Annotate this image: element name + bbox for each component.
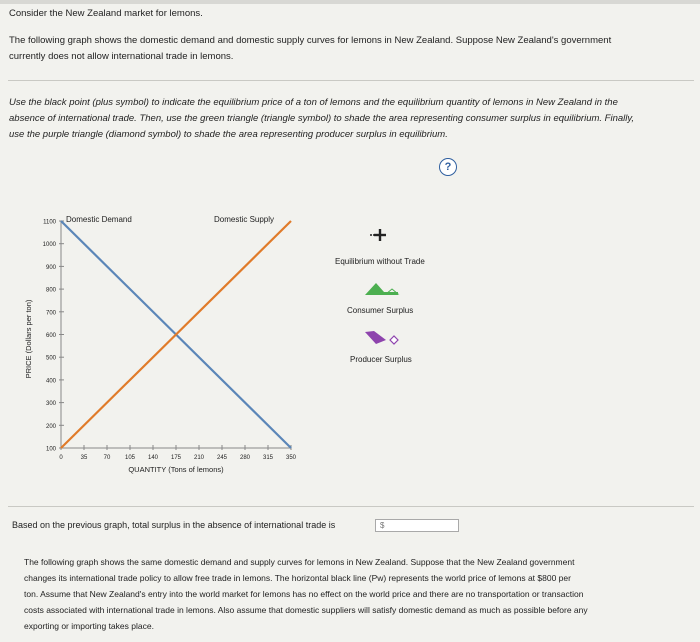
equilibrium-plus-tool[interactable] bbox=[368, 225, 390, 245]
supply-demand-chart[interactable] bbox=[0, 200, 310, 490]
x-tick-label: 350 bbox=[285, 455, 297, 461]
x-tick-label: 315 bbox=[262, 455, 274, 461]
total-surplus-question: Based on the previous graph, total surplus in the absence of international trade is bbox=[12, 520, 336, 530]
x-tick-label: 245 bbox=[216, 455, 228, 461]
y-tick-label: 400 bbox=[45, 378, 56, 385]
y-tick-label: 600 bbox=[45, 333, 56, 339]
intro-paragraph-line-2: currently does not allow international trade in lemons. bbox=[9, 51, 234, 62]
instructions-line-3: use the purple triangle (diamond symbol) to shade the area representing producer surplus in equilibrium. bbox=[9, 129, 448, 140]
next-paragraph-line-1: The following graph shows the same domestic demand and supply curves for lemons in New Zealand. Suppose that the New Zealand government bbox=[24, 557, 575, 567]
x-tick-label: 175 bbox=[170, 455, 182, 461]
y-tick-label: 200 bbox=[45, 423, 56, 430]
y-tick-label: 1000 bbox=[42, 242, 56, 249]
x-tick-label: 140 bbox=[147, 455, 159, 461]
instructions-line-1: Use the black point (plus symbol) to indicate the equilibrium price of a ton of lemons and the equilibrium quantity of lemons in New Zealand in the bbox=[9, 97, 618, 108]
next-paragraph-line-4: costs associated with international trade in lemons. Also assume that domestic suppliers will satisfy domestic demand as much as possible before any bbox=[24, 605, 588, 615]
y-tick-label: 500 bbox=[45, 355, 56, 362]
help-icon[interactable]: ? bbox=[439, 158, 457, 176]
x-tick-label: 280 bbox=[239, 455, 251, 461]
x-tick-label: 35 bbox=[80, 455, 88, 461]
y-tick-label: 300 bbox=[45, 401, 56, 408]
y-tick-label: 800 bbox=[45, 287, 56, 294]
x-tick-label: 105 bbox=[124, 455, 136, 461]
plus-icon bbox=[368, 225, 390, 245]
section-divider bbox=[8, 80, 694, 81]
intro-heading: Consider the New Zealand market for lemons. bbox=[9, 8, 203, 19]
x-axis-label: QUANTITY (Tons of lemons) bbox=[128, 465, 224, 474]
intro-paragraph-line-1: The following graph shows the domestic demand and domestic supply curves for lemons in New Zealand. Suppose New Zealand's government bbox=[9, 35, 612, 46]
consumer-surplus-triangle-tool[interactable] bbox=[362, 280, 402, 298]
x-tick-label: 0 bbox=[59, 455, 63, 461]
y-axis-label: PRICE (Dollars per ton) bbox=[24, 299, 33, 379]
demand-label: Domestic Demand bbox=[66, 215, 132, 224]
next-paragraph-line-3: ton. Assume that New Zealand's entry into the world market for lemons has no effect on the world price and there are no transportation or transaction bbox=[24, 589, 584, 599]
y-tick-label: 900 bbox=[45, 264, 56, 271]
y-tick-label: 1100 bbox=[43, 219, 56, 226]
question-divider bbox=[8, 506, 694, 507]
producer-surplus-diamond-tool[interactable] bbox=[362, 328, 402, 348]
y-tick-label: 100 bbox=[45, 446, 56, 453]
next-paragraph-line-5: exporting or importing takes place. bbox=[24, 621, 154, 631]
total-surplus-input[interactable] bbox=[375, 519, 459, 532]
green-triangle-icon bbox=[362, 280, 402, 298]
equilibrium-tool-label: Equilibrium without Trade bbox=[335, 257, 425, 266]
next-paragraph-line-2: changes its international trade policy to allow free trade in lemons. The horizontal black line (Pw) represents the world price of lemons at $800 per bbox=[24, 573, 571, 583]
consumer-surplus-label: Consumer Surplus bbox=[347, 306, 414, 315]
instructions-line-2: absence of international trade. Then, use the green triangle (triangle symbol) to shade the area representing consumer surplus in equilibrium. Finally, bbox=[9, 113, 635, 124]
y-tick-label: 700 bbox=[45, 310, 56, 317]
top-border bbox=[0, 0, 700, 4]
purple-triangle-icon bbox=[362, 328, 402, 348]
x-tick-label: 210 bbox=[193, 455, 205, 461]
x-tick-label: 70 bbox=[103, 455, 111, 461]
producer-surplus-label: Producer Surplus bbox=[350, 355, 412, 364]
supply-label: Domestic Supply bbox=[214, 215, 275, 224]
